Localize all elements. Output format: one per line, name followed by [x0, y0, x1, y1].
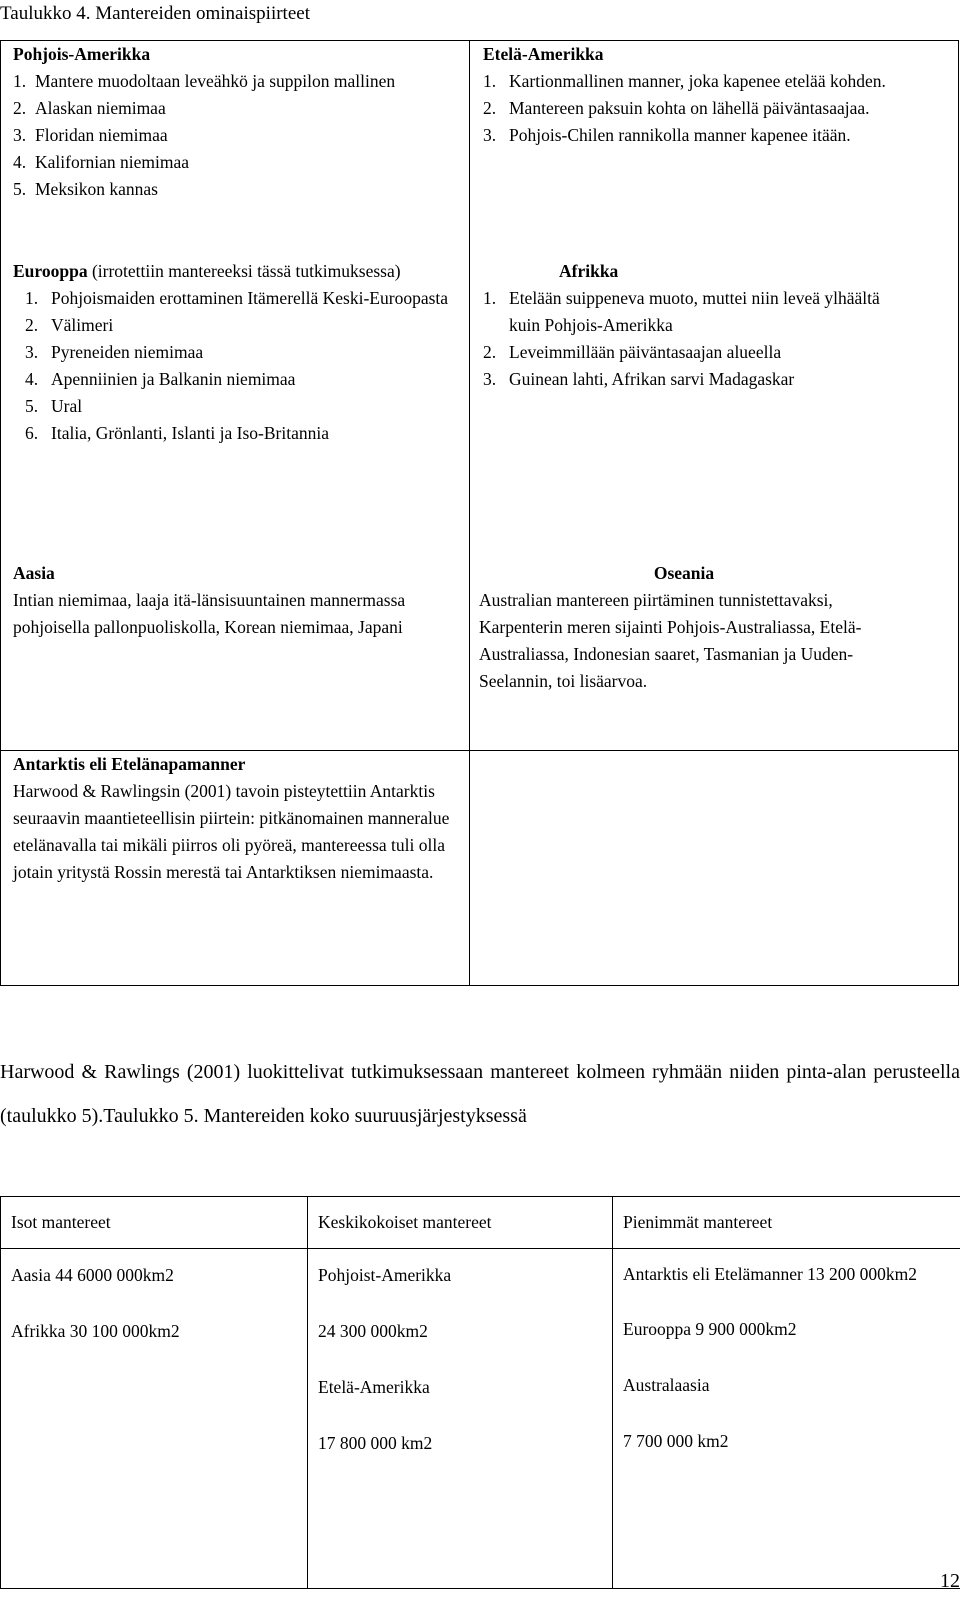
cell-africa: [483, 258, 913, 393]
heading-europe: Eurooppa (irrotettiin mantereeksi tässä tutkimuksessa): [13, 261, 401, 281]
antarctica-text: Harwood & Rawlingsin (2001) tavoin pisteytettiin Antarktis seuraavin maantieteellisin piirtein: pitkänomainen manneralue etelänavalla tai mikäli piirros oli pyöreä, mantereessa tuli olla jotain yritystä Rossin merestä tai Antarktiksen niemimaasta.: [13, 781, 450, 882]
cell-antarctica: [13, 751, 463, 886]
list-item: 3. Pyreneiden niemimaa: [25, 342, 204, 362]
page-number: 12: [940, 1570, 960, 1592]
list-item: 1. Kartionmallinen manner, joka kapenee etelää kohden.: [483, 71, 886, 91]
heading-south-america: Etelä-Amerikka: [483, 44, 604, 64]
list-item: 2. Mantereen paksuin kohta on lähellä päiväntasaajaa.: [483, 98, 870, 118]
list-item: 4. Apenniinien ja Balkanin niemimaa: [25, 369, 296, 389]
heading-north-america: Pohjois-Amerikka: [13, 44, 151, 64]
cell-europe: [13, 258, 463, 447]
header-small-continents: Pienimmät mantereet: [613, 1197, 960, 1249]
heading-africa: Afrikka: [559, 261, 619, 281]
table-cell-text: Australaasia: [623, 1375, 710, 1395]
list-item: 3. Guinean lahti, Afrikan sarvi Madagaskar: [483, 369, 795, 389]
body-paragraph: Harwood & Rawlings (2001) luokittelivat tutkimuksessaan mantereet kolmeen ryhmään niiden pinta-alan perusteella (taulukko 5).Taulukko 5. Mantereiden koko suuruusjärjestyksessä: [0, 1061, 960, 1127]
list-item: 4. Kalifornian niemimaa: [13, 152, 190, 172]
cell-oceania: [479, 560, 889, 695]
list-europe: [13, 285, 463, 447]
header-medium-continents: Keskikokoiset mantereet: [308, 1197, 613, 1249]
cell-medium-continents: [308, 1249, 613, 1589]
table-4-column-divider: [469, 41, 470, 985]
list-item: 5. Meksikon kannas: [13, 179, 158, 199]
list-north-america: [13, 68, 463, 203]
table-cell-text: Etelä-Amerikka: [318, 1377, 430, 1397]
list-item: 2. Alaskan niemimaa: [13, 98, 166, 118]
table-5-header-row: [1, 1197, 960, 1249]
list-item: 2. Välimeri: [25, 315, 114, 335]
cell-large-continents: [1, 1249, 308, 1589]
heading-asia: Aasia: [13, 563, 55, 583]
list-south-america: [471, 68, 913, 149]
list-item: 6. Italia, Grönlanti, Islanti ja Iso-Britannia: [25, 423, 329, 443]
cell-asia: [13, 560, 453, 641]
list-item: 3. Pohjois-Chilen rannikolla manner kapenee itään.: [483, 125, 851, 145]
list-item: 2. Leveimmillään päiväntasaajan alueella: [483, 342, 782, 362]
asia-text: Intian niemimaa, laaja itä-länsisuuntainen mannermassa pohjoisella pallonpuoliskolla, Korean niemimaa, Japani: [13, 590, 406, 637]
table-4: [0, 40, 959, 986]
header-large-continents: Isot mantereet: [1, 1197, 308, 1249]
table-cell-text: Afrikka 30 100 000km2: [11, 1321, 180, 1341]
heading-antarctica: Antarktis eli Etelänapamanner: [13, 754, 246, 774]
table-cell-text: 17 800 000 km2: [318, 1433, 433, 1453]
list-item: 1. Mantere muodoltaan leveähkö ja suppilon mallinen: [13, 71, 396, 91]
table-5: [0, 1196, 960, 1589]
list-africa: [471, 285, 913, 393]
table-cell-text: Aasia 44 6000 000km2: [11, 1265, 174, 1285]
table-cell-text: Eurooppa 9 900 000km2: [623, 1319, 797, 1339]
table4-caption: Taulukko 4. Mantereiden ominaispiirteet: [0, 3, 310, 24]
cell-small-continents: [613, 1249, 960, 1589]
table-cell-text: 24 300 000km2: [318, 1321, 428, 1341]
list-item: 5. Ural: [25, 396, 83, 416]
heading-oceania: Oseania: [653, 563, 715, 583]
table-cell-text: 7 700 000 km2: [623, 1431, 729, 1451]
table-5-body-row: [1, 1249, 960, 1589]
table-cell-text: Antarktis eli Etelämanner 13 200 000km2: [623, 1264, 918, 1284]
cell-south-america: [483, 41, 913, 149]
cell-north-america: [13, 41, 463, 203]
list-item: 1. Etelään suippeneva muoto, muttei niin leveä ylhäältä kuin Pohjois-Amerikka: [483, 288, 880, 335]
oceania-text: Australian mantereen piirtäminen tunnistettavaksi, Karpenterin meren sijainti Pohjois-Australiassa, Etelä-Australiassa, Indonesian saaret, Tasmanian ja Uuden-Seelannin, toi lisäarvoa.: [479, 590, 862, 691]
list-item: 3. Floridan niemimaa: [13, 125, 168, 145]
table-cell-text: Pohjoist-Amerikka: [318, 1265, 452, 1285]
list-item: 1. Pohjoismaiden erottaminen Itämerellä Keski-Euroopasta: [25, 288, 449, 308]
